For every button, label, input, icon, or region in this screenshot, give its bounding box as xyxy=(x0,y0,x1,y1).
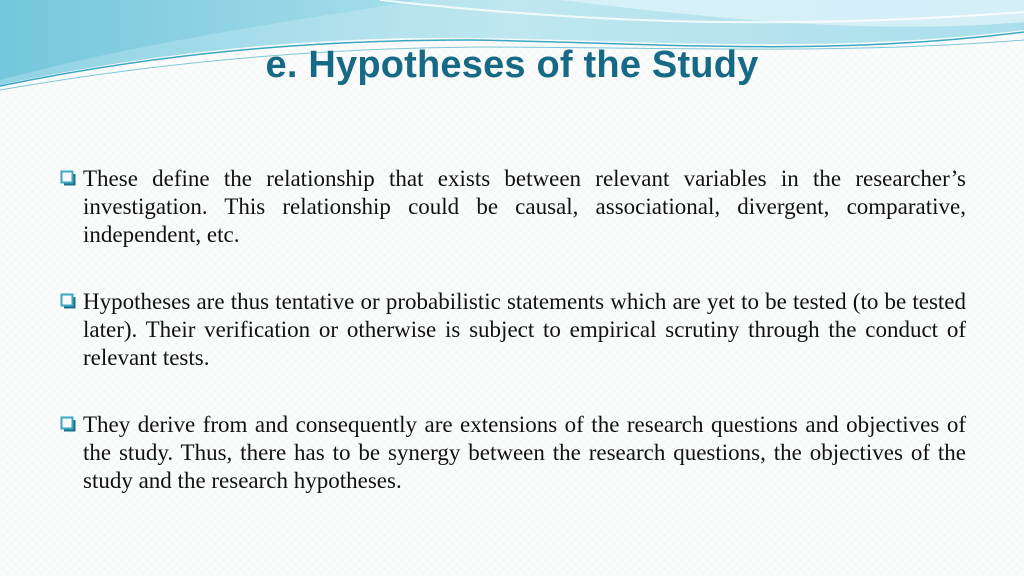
bullet-text: Hypotheses are thus tentative or probabilistic statements which are yet to be tested (to be tested later). Their verification or otherwise is subject to empirical scrutiny through the conduct of relevant tests. xyxy=(83,289,966,370)
hollow-square-bullet-icon xyxy=(60,416,76,432)
bullet-item xyxy=(60,165,966,249)
hollow-square-bullet-icon xyxy=(60,170,76,186)
bullet-item xyxy=(60,411,966,495)
hollow-square-bullet-icon xyxy=(60,293,76,309)
bullet-list xyxy=(60,165,966,495)
slide-title: e. Hypotheses of the Study xyxy=(265,44,759,86)
bullet-text: They derive from and consequently are extensions of the research questions and objectives of the study. Thus, there has to be synergy between the research questions, the objectives of the study and the research hypotheses. xyxy=(83,412,966,493)
bullet-item xyxy=(60,288,966,372)
bullet-text: These define the relationship that exists between relevant variables in the researcher’s investigation. This relationship could be causal, associational, divergent, comparative, independent, etc. xyxy=(83,166,966,247)
